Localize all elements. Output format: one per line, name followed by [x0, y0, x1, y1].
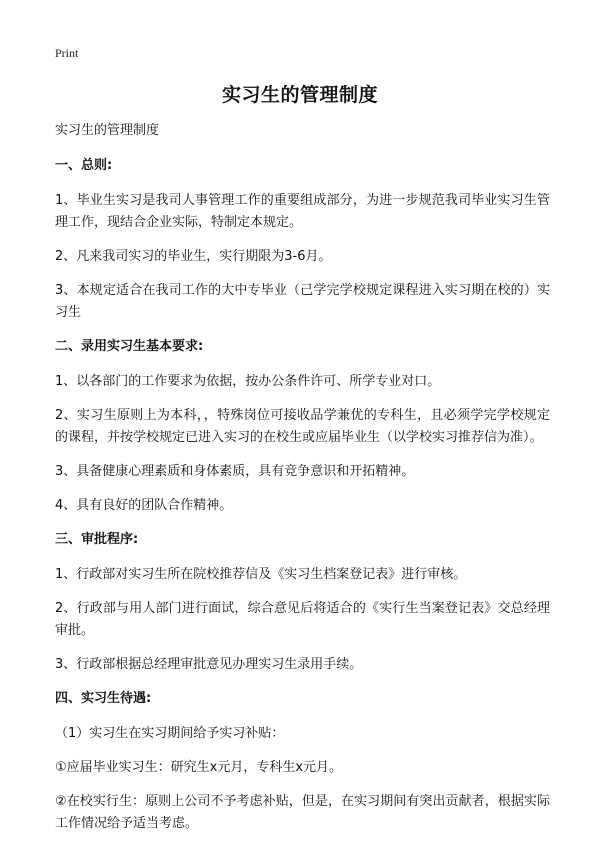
paragraph: 4、具有良好的团队合作精神。 — [55, 498, 233, 513]
section-heading: 四、实习生待遇: — [55, 691, 152, 706]
section-general — [55, 155, 550, 324]
paragraph: 2、行政部与用人部门进行面试，综合意见后将适合的《实行生当案登记表》交总经理审批。 — [55, 601, 550, 638]
paragraph: ②在校实行生：原则上公司不予考虑补贴，但是，在实习期间有突出贡献者，根据实际工作情况给予适当考虑。 — [55, 794, 550, 831]
section-heading: 二、录用实习生基本要求: — [55, 339, 204, 354]
print-label: Print — [55, 46, 79, 60]
paragraph: ①应届毕业实习生：研究生x元月，专科生x元月。 — [55, 760, 343, 775]
paragraph: 1、毕业生实习是我司人事管理工作的重要组成部分，为进一步规范我司毕业实习生管理工作，现结合企业实际，特制定本规定。 — [55, 193, 550, 230]
paragraph: 1、行政部对实习生所在院校推荐信及《实习生档案登记表》进行审核。 — [55, 567, 467, 582]
document-title: 实习生的管理制度 — [221, 84, 378, 106]
document-body — [55, 120, 550, 847]
paragraph: 3、行政部根据总经理审批意见办理实习生录用手续。 — [55, 657, 363, 672]
paragraph: 3、具备健康心理素质和身体素质，具有竞争意识和开拓精神。 — [55, 464, 415, 479]
paragraph: 2、凡来我司实习的毕业生，实行期限为3-6月。 — [55, 249, 332, 264]
section-approval — [55, 529, 550, 676]
section-benefits — [55, 688, 550, 835]
paragraph: 1、以各部门的工作要求为依据，按办公条件许可、所学专业对口。 — [55, 374, 441, 389]
paragraph: （1）实习生在实习期间给予实习补贴： — [55, 726, 285, 741]
section-requirements — [55, 336, 550, 517]
paragraph: 3、本规定适合在我司工作的大中专毕业（己学完学校规定课程进入实习期在校的）实习生 — [55, 283, 550, 320]
section-heading: 一、总则: — [55, 158, 113, 173]
section-heading: 三、审批程序: — [55, 532, 139, 547]
document-subtitle: 实习生的管理制度 — [55, 123, 160, 138]
paragraph: 2、实习生原则上为本科，，特殊岗位可接收品学兼优的专科生，且必须学完学校规定的课程，并按学校规定已进入实习的在校生或应届毕业生（以学校实习推荐信为准）。 — [55, 408, 550, 445]
